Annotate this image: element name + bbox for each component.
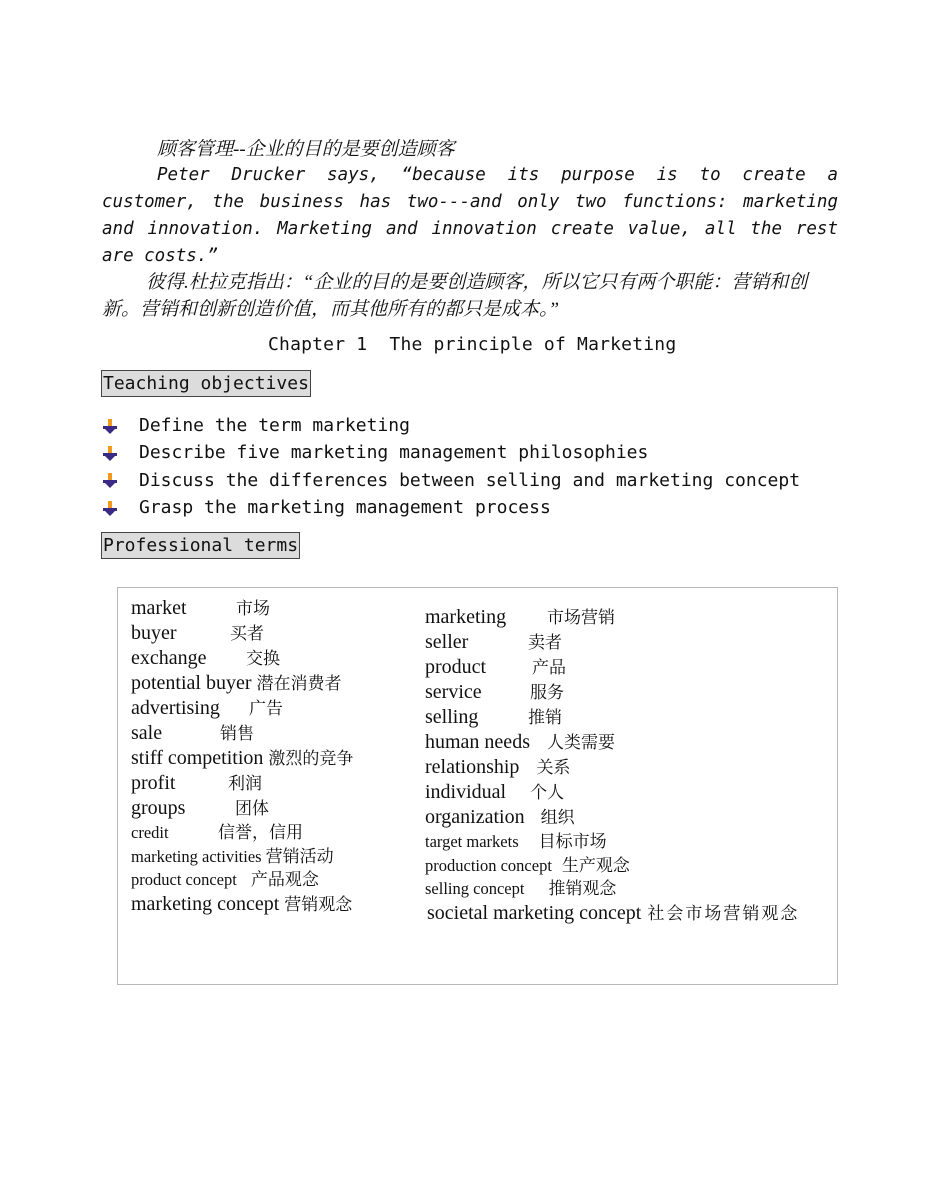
- term-chinese: 目标市场: [538, 832, 607, 851]
- term-row: [427, 901, 825, 926]
- chapter-title: Chapter 1 The principle of Marketing: [268, 334, 677, 355]
- term-chinese: 社会市场营销观念: [647, 903, 800, 923]
- term-english: seller: [425, 631, 469, 653]
- objective-text: Grasp the marketing management process: [139, 497, 551, 519]
- term-english: profit: [131, 772, 176, 794]
- term-english: sale: [131, 722, 163, 744]
- term-row: [425, 755, 825, 780]
- term-english: marketing: [425, 606, 507, 628]
- term-row: [131, 696, 353, 721]
- term-english: product concept: [131, 870, 237, 889]
- term-english: societal marketing concept: [427, 901, 642, 924]
- term-english: selling: [425, 706, 479, 728]
- term-chinese: 卖者: [528, 633, 562, 652]
- term-english: individual: [425, 781, 507, 803]
- objective-text: Discuss the differences between selling and marketing concept: [139, 469, 801, 491]
- term-english: stiff competition: [131, 747, 264, 769]
- term-chinese: 交换: [246, 649, 280, 668]
- term-english: groups: [131, 797, 186, 819]
- term-chinese: 市场: [236, 599, 270, 618]
- term-english: buyer: [131, 622, 177, 644]
- terms-left-column: [131, 596, 353, 917]
- term-chinese: 生产观念: [561, 855, 630, 875]
- term-row: [131, 721, 353, 746]
- term-row: [131, 746, 353, 771]
- term-english: marketing activities: [131, 846, 262, 866]
- term-row: [425, 877, 825, 901]
- term-english: product: [425, 656, 487, 678]
- term-row: [425, 705, 825, 730]
- term-row: [131, 868, 353, 892]
- professional-terms-label: Professional terms: [101, 532, 300, 559]
- term-chinese: 推销: [528, 708, 562, 727]
- term-english: potential buyer: [131, 672, 252, 694]
- term-chinese: 个人: [530, 783, 565, 802]
- list-item: [102, 467, 800, 494]
- term-chinese: 买者: [230, 624, 264, 643]
- term-english: market: [131, 597, 187, 619]
- term-english: human needs: [425, 731, 530, 753]
- teaching-objectives-label: Teaching objectives: [101, 370, 311, 397]
- term-row: [425, 854, 825, 878]
- term-chinese: 激烈的竞争: [268, 749, 354, 768]
- term-english: organization: [425, 806, 525, 828]
- term-row: [425, 805, 825, 830]
- term-chinese: 广告: [249, 699, 283, 718]
- list-item: [102, 439, 800, 466]
- term-row: [131, 796, 353, 821]
- arrow-bullet-icon: [102, 445, 118, 461]
- term-chinese: 营销观念: [284, 894, 353, 914]
- term-row: [425, 630, 825, 655]
- quote-english: Peter Drucker says, “because its purpose is to create a customer, the business has two---and only two functions: marketing and innovation. Marketing and innovation create value, all the rest are costs.”: [102, 165, 838, 266]
- term-chinese: 服务: [530, 683, 564, 702]
- term-chinese: 营销活动: [265, 846, 334, 866]
- term-english: target markets: [425, 832, 519, 851]
- term-chinese: 产品观念: [250, 870, 319, 889]
- term-row: [131, 596, 353, 621]
- term-row: [131, 621, 353, 646]
- term-row: [131, 671, 353, 696]
- term-chinese: 市场营销: [547, 608, 615, 627]
- term-english: relationship: [425, 756, 520, 778]
- term-english: marketing concept: [131, 892, 280, 915]
- term-row: [425, 780, 825, 805]
- term-row: [131, 892, 353, 917]
- term-english: credit: [131, 823, 169, 842]
- term-english: service: [425, 681, 482, 703]
- terms-table: [117, 587, 838, 985]
- term-chinese: 利润: [228, 774, 262, 793]
- term-english: advertising: [131, 697, 220, 719]
- quote-chinese: 彼得.杜拉克指出：“企业的目的是要创造顾客，所以它只有两个职能：营销和创新。营销和创新创造价值，而其他所有的都只是成本。”: [102, 272, 808, 320]
- term-row: [425, 730, 825, 755]
- list-item: [102, 494, 800, 521]
- term-chinese: 组织: [540, 808, 575, 827]
- objective-text: Define the term marketing: [139, 415, 410, 437]
- term-row: [131, 771, 353, 796]
- arrow-bullet-icon: [102, 472, 118, 488]
- term-row: [131, 845, 353, 869]
- term-row: [131, 646, 353, 671]
- arrow-bullet-icon: [102, 418, 118, 434]
- term-row: [425, 830, 825, 854]
- term-english: selling concept: [425, 879, 525, 898]
- term-english: production concept: [425, 855, 552, 875]
- term-english: exchange: [131, 647, 207, 669]
- term-row: [425, 680, 825, 705]
- term-chinese: 销售: [220, 724, 254, 743]
- term-chinese: 人类需要: [546, 733, 615, 752]
- term-row: [425, 655, 825, 680]
- quote-heading: 顾客管理--企业的目的是要创造顾客: [157, 139, 455, 160]
- objectives-list: [102, 412, 800, 521]
- objective-text: Describe five marketing management philosophies: [139, 442, 649, 464]
- terms-right-column: [425, 605, 825, 926]
- term-row: [131, 821, 353, 845]
- term-chinese: 潜在消费者: [256, 674, 342, 693]
- term-chinese: 关系: [536, 758, 571, 777]
- term-chinese: 产品: [532, 658, 566, 677]
- term-row: [425, 605, 825, 630]
- arrow-bullet-icon: [102, 500, 118, 516]
- list-item: [102, 412, 800, 439]
- term-chinese: 推销观念: [548, 879, 617, 898]
- term-chinese: 信誉，信用: [218, 823, 303, 842]
- term-chinese: 团体: [235, 799, 269, 818]
